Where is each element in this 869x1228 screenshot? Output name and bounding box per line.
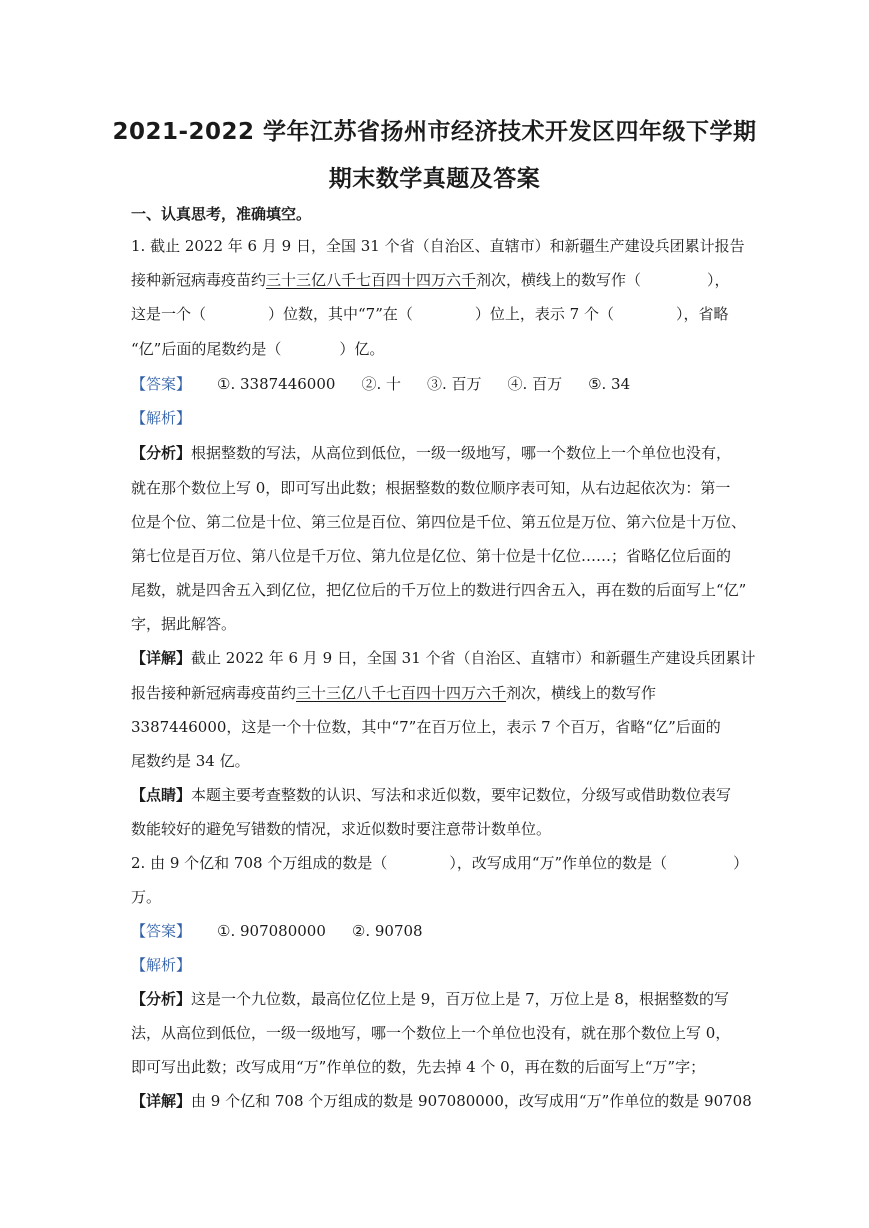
q2-text: ），改写成用“万”作单位的数是（ [449, 854, 668, 872]
q1-dianjing-line [131, 785, 741, 805]
q2-answer-row [131, 921, 741, 941]
xiangjie-text: 截止 2022 年 6 月 9 日，全国 31 个省（自治区、直辖市）和新疆生产建设兵团累计 [191, 649, 756, 667]
q1-fenxi-line: 就在那个数位上写 0，即可写出此数；根据整数的数位顺序表可知，从右边起依次为：第一 [131, 479, 731, 497]
q1-xiangjie-line [131, 683, 741, 703]
answer-item: ①. 3387446000 [217, 375, 336, 393]
q1-line-1: 1. 截止 2022 年 6 月 9 日，全国 31 个省（自治区、直辖市）和新疆生产建设兵团累计报告 [131, 237, 745, 255]
xiangjie-label: 【详解】 [131, 649, 192, 667]
xiangjie-text: 由 9 个亿和 708 个万组成的数是 907080000，改写成用“万”作单位的数是 90708 [191, 1092, 752, 1110]
q1-text: ）位数，其中“7”在（ [268, 305, 413, 323]
q2-xiangjie-line [131, 1091, 752, 1111]
fenxi-text: 根据整数的写法，从高位到低位，一级一级地写，哪一个数位上一个单位也没有， [191, 444, 732, 462]
fenxi-label: 【分析】 [131, 444, 192, 462]
answer-item: ①. 907080000 [217, 922, 326, 940]
q2-fenxi-line [131, 989, 741, 1009]
q2-text: 2. 由 9 个亿和 708 个万组成的数是（ [131, 854, 388, 872]
dianjing-text: 本题主要考查整数的认识、写法和求近似数，要牢记数位，分级写或借助数位表写 [191, 786, 732, 804]
answer-item: ②. 90708 [351, 922, 423, 940]
q1-text: “亿”后面的尾数约是（ [131, 340, 282, 358]
q1-fenxi-line: 字，据此解答。 [131, 615, 237, 633]
q1-text: ）亿。 [339, 340, 385, 358]
q1-text: 接种新冠病毒疫苗约 [131, 271, 267, 289]
q1-fenxi-line: 尾数，就是四舍五入到亿位，把亿位后的千万位上的数进行四舍五入，再在数的后面写上“亿” [131, 581, 747, 599]
q1-underlined-number: 三十三亿八千七百四十四万六千 [266, 271, 477, 289]
title-line-1: 2021-2022 学年江苏省扬州市经济技术开发区四年级下学期 [112, 119, 757, 145]
q2-text: ） [733, 854, 749, 872]
q1-xiangjie-line: 3387446000，这是一个十位数，其中“7”在百万位上，表示 7 个百万，省略“亿”后面的 [131, 718, 721, 736]
answer-item: ③. 百万 [426, 375, 482, 393]
q2-fenxi-line: 法，从高位到低位，一级一级地写，哪一个数位上一个单位也没有，就在那个数位上写 0， [131, 1024, 731, 1042]
q1-text: ）， [707, 271, 730, 289]
title-line-2: 期末数学真题及答案 [328, 166, 541, 192]
q1-dianjing-line: 数能较好的避免写错数的情况，求近似数时要注意带计数单位。 [131, 820, 552, 838]
answer-item: ②. 十 [361, 375, 401, 393]
q1-line-4 [131, 339, 741, 359]
q2-fenxi-line: 即可写出此数；改写成用“万”作单位的数，先去掉 4 个 0，再在数的后面写上“万”字； [131, 1058, 706, 1076]
xiangjie-label: 【详解】 [131, 1092, 192, 1110]
xiangjie-text: 剂次，横线上的数写作 [506, 684, 657, 702]
q1-xiangjie-line: 尾数约是 34 亿。 [131, 752, 250, 770]
q1-line-3 [131, 304, 741, 324]
q1-underlined-number: 三十三亿八千七百四十四万六千 [296, 684, 507, 702]
fenxi-label: 【分析】 [131, 990, 192, 1008]
q1-fenxi-line: 第七位是百万位、第八位是千万位、第九位是亿位、第十位是十亿位……；省略亿位后面的 [131, 547, 732, 565]
xiangjie-text: 报告接种新冠病毒疫苗约 [131, 684, 297, 702]
analysis-label: 【解析】 [131, 956, 192, 974]
q1-text: ），省略 [676, 305, 729, 323]
answer-label: 【答案】 [131, 375, 192, 393]
section-heading: 一、认真思考，准确填空。 [131, 205, 312, 223]
answer-label: 【答案】 [131, 922, 192, 940]
q2-line-1 [131, 853, 749, 873]
answer-item: ④. 百万 [507, 375, 563, 393]
q1-line-2 [131, 270, 741, 290]
q2-line-2: 万。 [131, 888, 162, 906]
q1-fenxi-line [131, 443, 741, 463]
fenxi-text: 这是一个九位数，最高位亿位上是 9，百万位上是 7，万位上是 8，根据整数的写 [191, 990, 729, 1008]
q1-xiangjie-line [131, 648, 756, 668]
q1-answer-row [131, 374, 741, 394]
q1-text: 剂次，横线上的数写作（ [476, 271, 642, 289]
q1-text: 这是一个（ [131, 305, 207, 323]
answer-item: ⑤. 34 [588, 375, 631, 393]
dianjing-label: 【点睛】 [131, 786, 192, 804]
analysis-label: 【解析】 [131, 409, 192, 427]
q1-fenxi-line: 位是个位、第二位是十位、第三位是百位、第四位是千位、第五位是万位、第六位是十万位、 [131, 513, 747, 531]
q1-text: ）位上，表示 7 个（ [474, 305, 614, 323]
